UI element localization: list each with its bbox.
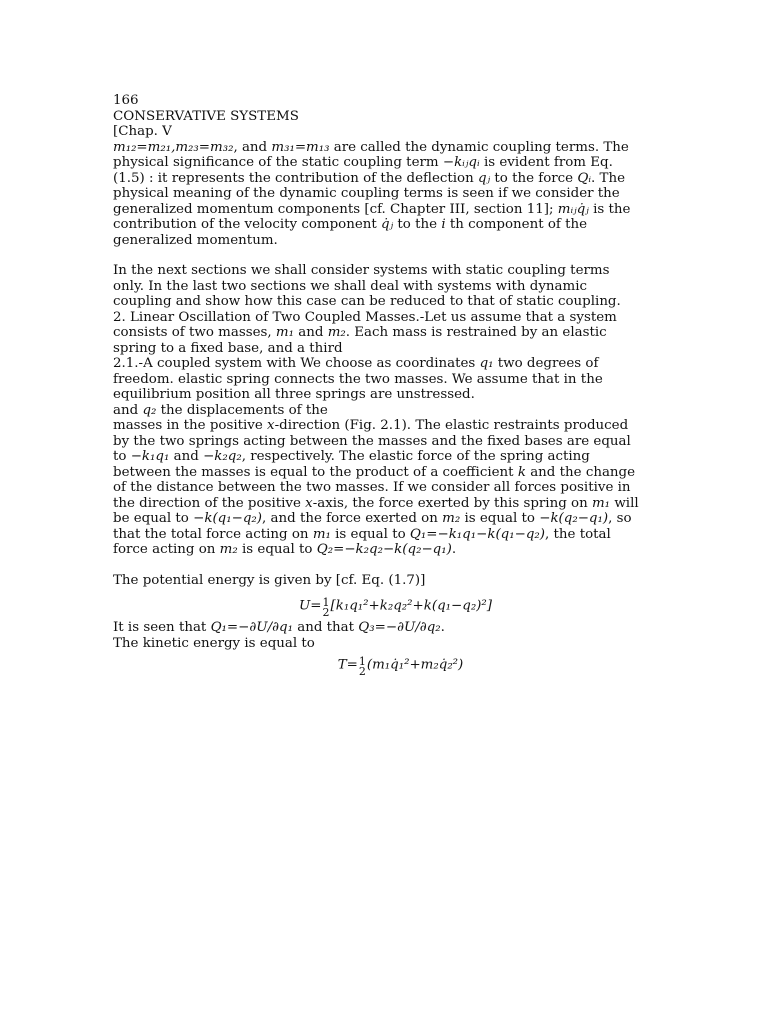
text-line: freedom. elastic spring connects the two masses. We assume that in the — [113, 371, 603, 387]
text-line: m₁₂=m₂₁,m₂₃=m₃₂, and m₃₁=m₁₃ are called the dynamic coupling terms. The — [113, 139, 629, 155]
math-inline: mᵢⱼq̇ⱼ — [557, 201, 589, 217]
text-line: generalized momentum. — [113, 232, 278, 248]
fraction: 1 2 — [322, 596, 330, 619]
text-line: The kinetic energy is equal to — [113, 635, 315, 651]
text-line: to −k₁q₁ and −k₂q₂, respectively. The elastic force of the spring acting — [113, 449, 590, 464]
running-title: CONSERVATIVE SYSTEMS — [113, 108, 299, 124]
math-inline: m₃₁=m₁₃ — [271, 139, 330, 155]
text-line: generalized momentum components [cf. Chapter III, section 11]; mᵢⱼq̇ⱼ is the — [113, 201, 631, 217]
math-inline: Qᵢ — [577, 170, 592, 186]
section-two-coupled-masses — [113, 310, 658, 558]
text-line: physical significance of the static coupling term −kᵢⱼqᵢ is evident from Eq. — [113, 155, 613, 170]
page-text — [113, 93, 658, 678]
text-line: spring to a fixed base, and a third — [113, 340, 343, 356]
figure-caption-line: 2.1.-A coupled system with We choose as coordinates q₁ two degrees of — [113, 356, 599, 371]
text-line: and q₂ the displacements of the — [113, 402, 328, 418]
paragraph-next-sections — [113, 263, 658, 310]
math-inline: q̇ⱼ — [381, 217, 394, 232]
text-line: force acting on m₂ is equal to Q₂=−k₂q₂−k(q₂−q₁). — [113, 542, 457, 557]
text-line: be equal to −k(q₁−q₂), and the force exerted on m₂ is equal to −k(q₂−q₁), so — [113, 511, 632, 526]
paragraph-spacer — [113, 558, 658, 573]
text-line: The potential energy is given by [cf. Eq. (1.7)] — [113, 572, 426, 588]
fraction: 1 2 — [358, 655, 366, 678]
text-line: of the distance between the two masses. If we consider all forces positive in — [113, 480, 631, 495]
text-line: It is seen that Q₁=−∂U/∂q₁ and that Q₃=−∂U/∂q₂. — [113, 620, 445, 635]
text-line: that the total force acting on m₁ is equal to Q₁=−k₁q₁−k(q₁−q₂), the total — [113, 526, 611, 542]
text-line: (1.5) : it represents the contribution of the deflection qⱼ to the force Qᵢ. The — [113, 170, 626, 186]
text-line: coupling and show how this case can be reduced to that of static coupling. — [113, 294, 621, 309]
text-line: In the next sections we shall consider systems with static coupling terms — [113, 263, 610, 278]
equation-kinetic-energy: T= 1 2 (m₁q̇₁²+m₂q̇₂²) — [337, 655, 464, 678]
section-heading-line: 2. Linear Oscillation of Two Coupled Masses.-Let us assume that a system — [113, 309, 617, 325]
text-line: between the masses is equal to the product of a coefficient k and the change — [113, 464, 636, 480]
math-inline: m₁₂=m₂₁,m₂₃=m₃₂ — [113, 139, 234, 155]
text-line: by the two springs acting between the masses and the fixed bases are equal — [113, 433, 631, 449]
text-line: equilibrium position all three springs are unstressed. — [113, 387, 475, 402]
text-line: consists of two masses, m₁ and m₂. Each mass is restrained by an elastic — [113, 325, 607, 340]
paragraph-dynamic-coupling — [113, 140, 658, 249]
paragraph-spacer — [113, 248, 658, 263]
text-line: masses in the positive x-direction (Fig. 2.1). The elastic restraints produced — [113, 418, 629, 433]
text-line: contribution of the velocity component q̇ⱼ to the i th component of the — [113, 217, 588, 232]
text-line: the direction of the positive x-axis, the force exerted by this spring on m₁ will — [113, 495, 639, 511]
page-number: 166 — [113, 93, 139, 108]
equation-potential-energy: U= 1 2 [k₁q₁²+k₂q₂²+k(q₁−q₂)²] — [298, 596, 492, 619]
chapter-label: [Chap. V — [113, 124, 172, 139]
math-inline: qⱼ — [478, 170, 491, 186]
potential-energy-block — [113, 572, 658, 678]
text-line: physical meaning of the dynamic coupling terms is seen if we consider the — [113, 186, 620, 201]
math-inline: −kᵢⱼqᵢ — [442, 155, 480, 170]
text-line: only. In the last two sections we shall deal with systems with dynamic — [113, 278, 587, 294]
